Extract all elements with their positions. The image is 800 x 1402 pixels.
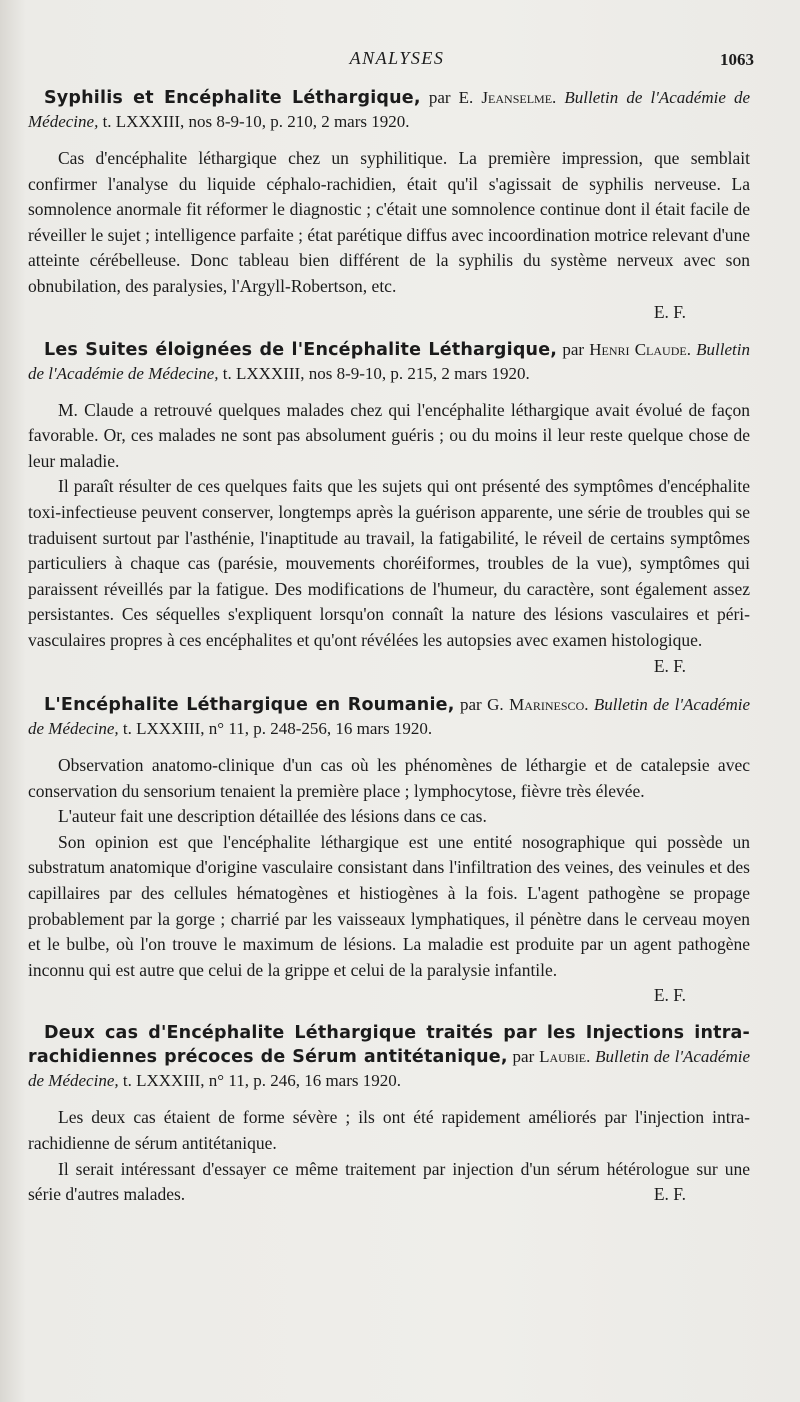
article-suites-eloignees <box>28 338 750 680</box>
article-paragraph-text: Il paraît résulter de ces quelques faits que les sujets qui ont présenté des symptômes d'encéphalite toxi-infectieuse peuvent conserver, longtemps après la guérison apparente, une série de troubles qui se traduisent surtout par l'asthénie, l'inaptitude au travail, la fatigabilité, le réveil de certains symptômes particuliers à chaque cas (parésie, mouvements choréiformes, troubles de la vue), symptômes qui paraissent réveillés par la fatigue. Des modifications de l'humeur, du caractère, sont également assez persistantes. Ces séquelles s'expliquent lorsqu'on connaît la nature des lésions vasculaires et péri-vasculaires propres à ces encéphalites et qu'ont révélées les autopsies avec examen histologique. <box>28 476 750 650</box>
article-author: E. Jeanselme. <box>458 88 557 107</box>
article-heading <box>28 338 750 386</box>
page-number: 1063 <box>720 50 754 69</box>
article-subject: Les Suites éloignées de l'Encéphalite Léthargique, <box>44 339 558 360</box>
article-subject: L'Encéphalite Léthargique en Roumanie, <box>44 695 455 716</box>
article-journal: Bulletin de l'Académie de Médecine, <box>28 339 750 383</box>
article-author: Henri Claude. <box>589 339 691 359</box>
article-syphilis <box>28 86 750 324</box>
analyses-content <box>28 86 750 1222</box>
article-paragraph: Les deux cas étaient de forme sévère ; ils ont été rapidement améliorés par l'injection intra-rachidienne de sérum antitétanique. <box>28 1107 750 1154</box>
article-journal: Bulletin de l'Académie de Médecine, <box>28 88 751 131</box>
article-signature: E. F. <box>653 985 686 1006</box>
article-by: par <box>512 1047 535 1067</box>
article-author: Laubie. <box>539 1047 591 1067</box>
article-heading <box>28 86 750 134</box>
running-title: ANALYSES <box>349 48 445 68</box>
article-subject: Syphilis et Encéphalite Léthargique, <box>44 88 421 108</box>
article-by: par <box>428 88 451 107</box>
article-paragraph-text: Il serait intéressant d'essayer ce même traitement par injection d'un sérum hétérologue sur une série d'autres malades. <box>28 1158 750 1205</box>
article-roumanie <box>28 693 750 1007</box>
article-signature: E. F. <box>653 1184 686 1205</box>
article-reference: t. LXXXIII, n° 11, p. 246, 16 mars 1920. <box>122 1071 402 1091</box>
article-reference: t. LXXXIII, nos 8-9-10, p. 215, 2 mars 1920. <box>222 363 530 383</box>
article-journal: Bulletin de l'Académie de Médecine, <box>28 1047 751 1091</box>
article-paragraph: Cas d'encéphalite léthargique chez un syphilitique. La première impression, que semblait confirmer l'analyse du liquide céphalo-rachidien, était qu'il s'agissait de syphilis nerveuse. La somnolence anormale fit réformer le diagnostic ; c'était une somnolence continue dont il était facile de réveiller le sujet ; intelligence parfaite ; état parétique diffus avec incoordination motrice relevant d'une atteinte cérébelleuse. Donc tableau bien différent de la syphilis du système nerveux avec son obnubilation, des paralysies, l'Argyll-Robertson, etc. <box>28 148 750 296</box>
article-paragraph <box>28 1157 750 1208</box>
article-by: par <box>460 695 482 715</box>
article-heading <box>28 1021 750 1093</box>
article-paragraph: Son opinion est que l'encéphalite léthargique est une entité nosographique qui possède un substratum anatomique d'origine vasculaire consistant dans l'infiltration des veines, des veinules et des capillaires par des cellules hématogènes et histiogènes à la fois. L'agent pathogène se propage probablement par la gorge ; charrié par les vaisseaux lymphatiques, il pénètre dans le cerveau moyen et le bulbe, où l'on trouve le maximum de lésions. La maladie est produite par un agent pathogène inconnu qui est autre que celui de la grippe et celui de la paralysie infantile. <box>28 831 750 980</box>
article-by: par <box>562 339 585 359</box>
article-author: G. Marinesco. <box>487 695 589 715</box>
running-head <box>40 46 754 74</box>
article-paragraph <box>28 474 750 676</box>
article-journal: Bulletin de l'Académie de Médecine, <box>28 695 751 739</box>
article-paragraph: L'auteur fait une description détaillée des lésions dans ce cas. <box>58 806 487 827</box>
article-signature: E. F. <box>653 655 686 676</box>
article-subject: Deux cas d'Encéphalite Léthargique traités par les Injections intra-rachidiennes précoces de Sérum antitétanique, <box>28 1023 750 1068</box>
article-paragraph: Observation anatomo-clinique d'un cas où les phénomènes de léthargie et de catalepsie avec conservation du sensorium tenaient la première place ; lymphocytose, fièvre très élevée. <box>28 755 750 801</box>
article-signature: E. F. <box>653 301 686 322</box>
article-heading <box>28 693 750 741</box>
article-reference: t. LXXXIII, nos 8-9-10, p. 210, 2 mars 1920. <box>102 112 410 131</box>
article-reference: t. LXXXIII, n° 11, p. 248-256, 16 mars 1920. <box>122 719 433 739</box>
article-serum-antitetanique <box>28 1021 750 1207</box>
article-paragraph: M. Claude a retrouvé quelques malades chez qui l'encéphalite léthargique avait évolué de façon favorable. Or, ces malades ne sont pas absolument guéris ; ou du moins il leur reste quelque chose de leur maladie. <box>28 399 750 471</box>
